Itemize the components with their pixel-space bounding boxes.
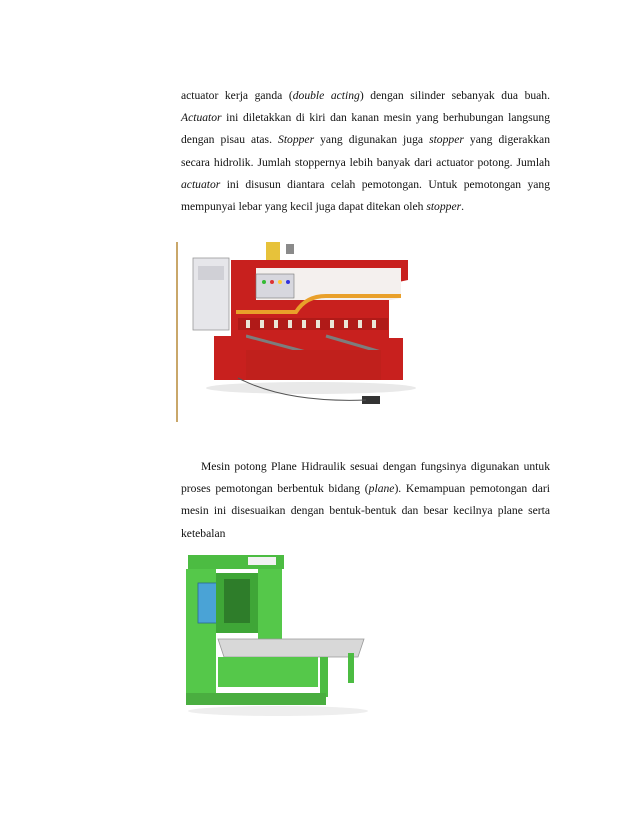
paragraph-actuator: actuator kerja ganda (double acting) dengan silinder sebanyak dua buah. Actuator ini diletakkan di kiri dan kanan mesin yang berhubungan langsung dengan pisau atas. Stopper yang digunakan juga stopper yang digerakkan secara hidrolik. Jumlah stoppernya lebih banyak dari actuator potong. Jumlah actuator ini disusun diantara celah pemotongan. Untuk pemotongan yang mempunyai lebar yang kecil juga dapat ditekan oleh stopper. — [181, 89, 551, 214]
plane-hydraulic-machine-image — [178, 553, 368, 725]
hydraulic-shear-machine-image — [176, 238, 426, 424]
paragraph-plane-hydraulic: Mesin potong Plane Hidraulik sesuai dengan fungsinya digunakan untuk proses pemotongan berbentuk bidang (plane). Kemampuan pemotongan dari mesin ini disesuaikan dengan bentuk-bentuk dan besar kecilnya plane serta ketebalan — [181, 460, 550, 540]
